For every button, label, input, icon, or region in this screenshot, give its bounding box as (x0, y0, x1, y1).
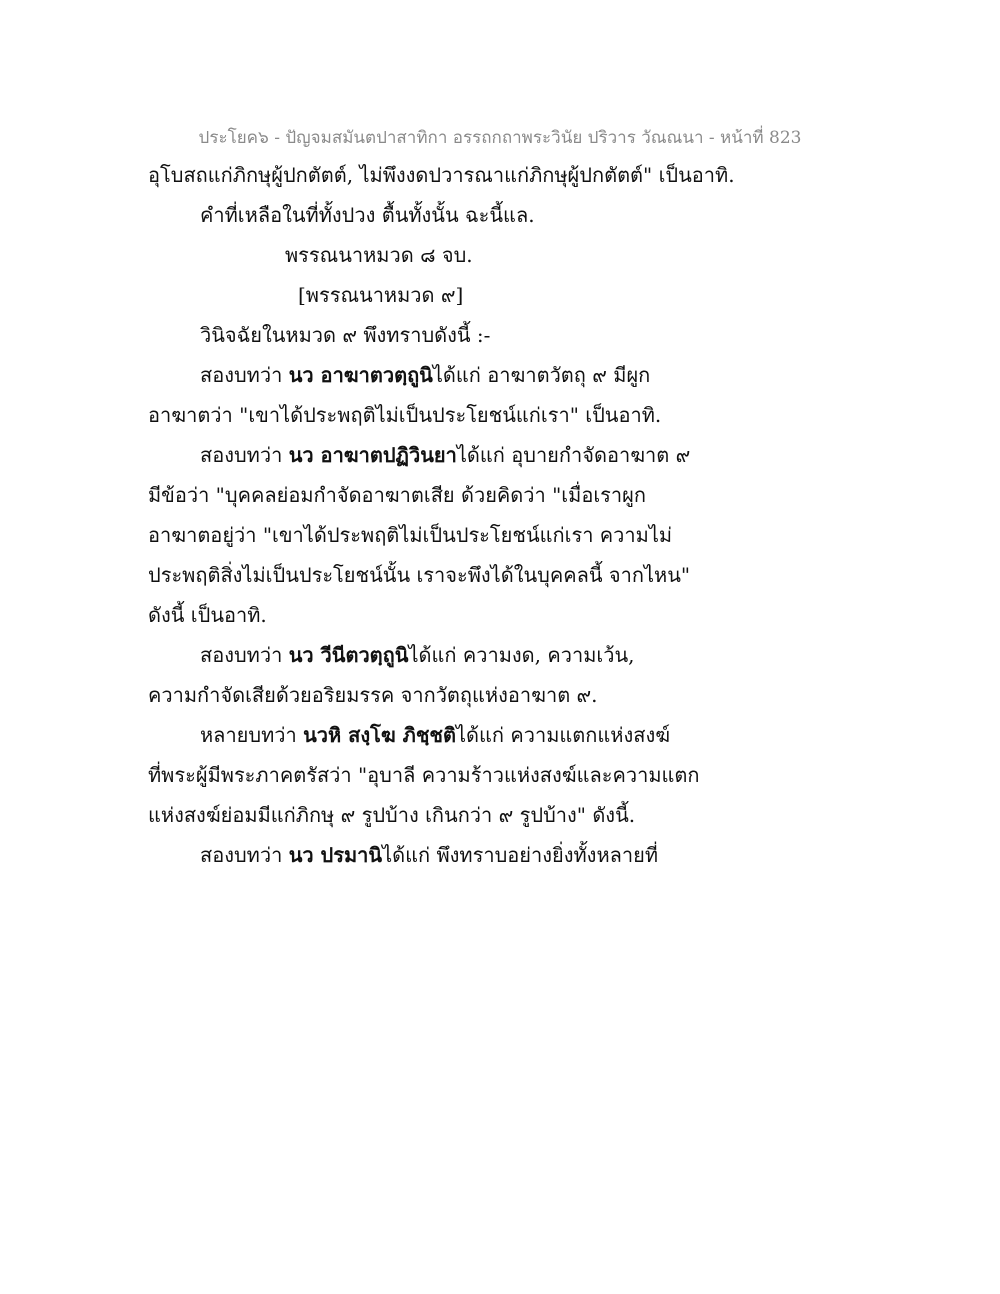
text-line (200, 360, 650, 390)
text-line: มีข้อว่า "บุคคลย่อมกำจัดอาฆาตเสีย ด้วยคิดว่า "เมื่อเราผูก (148, 483, 646, 507)
pali-term: นว อาฆาตปฏิวินยา (288, 443, 457, 467)
text-line: อาฆาตอยู่ว่า "เขาได้ประพฤติไม่เป็นประโยชน์แก่เรา ความไม่ (148, 523, 673, 547)
text-segment: สองบทว่า (200, 643, 289, 667)
text-line: คำที่เหลือในที่ทั้งปวง ตื้นทั้งนั้น ฉะนี้แล. (200, 203, 535, 227)
pali-term: นว วีนีตวตฺถูนิ (288, 643, 409, 667)
text-segment: หลายบทว่า (200, 723, 304, 747)
text-line: แห่งสงฆ์ย่อมมีแก่ภิกษุ ๙ รูปบ้าง เกินกว่า ๙ รูปบ้าง" ดังนี้. (148, 803, 636, 827)
pali-term: นว อาฆาตวตฺถูนิ (288, 363, 433, 387)
section-end-heading: พรรณนาหมวด ๘ จบ. (285, 243, 473, 267)
text-segment: สองบทว่า (200, 443, 289, 467)
text-segment: ได้แก่ อาฆาตวัตถุ ๙ มีผูก (432, 363, 651, 387)
text-segment: ได้แก่ ความแตกแห่งสงฆ์ (455, 723, 671, 747)
text-segment: ได้แก่ อุบายกำจัดอาฆาต ๙ (456, 443, 691, 467)
text-line (200, 640, 634, 670)
text-segment: สองบทว่า (200, 363, 289, 387)
page-header: ประโยค๖ - ปัญจมสมันตปาสาทิกา อรรถกถาพระวินัย ปริวาร วัณณนา - หน้าที่ 823 (198, 128, 802, 148)
text-segment: ได้แก่ พึงทราบอย่างยิ่งทั้งหลายที่ (382, 843, 659, 867)
pali-term: นว ปรมานิ (288, 843, 383, 867)
text-line: ที่พระผู้มีพระภาคตรัสว่า "อุบาลี ความร้าวแห่งสงฆ์และความแตก (148, 763, 700, 787)
text-segment: ได้แก่ ความงด, ความเว้น, (408, 643, 635, 667)
text-line: อุโบสถแก่ภิกษุผู้ปกตัตต์, ไม่พึงงดปวารณาแก่ภิกษุผู้ปกตัตต์" เป็นอาทิ. (148, 163, 735, 187)
text-line (200, 720, 670, 750)
section-heading: [พรรณนาหมวด ๙] (298, 283, 464, 307)
text-line (200, 440, 690, 470)
text-line: ความกำจัดเสียด้วยอริยมรรค จากวัตถุแห่งอาฆาต ๙. (148, 683, 598, 707)
text-line: ประพฤติสิ่งไม่เป็นประโยชน์นั้น เราจะพึงได้ในบุคคลนี้ จากไหน" (148, 563, 691, 587)
text-line: อาฆาตว่า "เขาได้ประพฤติไม่เป็นประโยชน์แก่เรา" เป็นอาทิ. (148, 403, 662, 427)
text-line: วินิจฉัยในหมวด ๙ พึงทราบดังนี้ :- (200, 323, 491, 347)
text-segment: สองบทว่า (200, 843, 289, 867)
text-line (200, 840, 658, 870)
pali-term: นวหิ สงฺโฆ ภิชฺชติ (303, 723, 456, 747)
text-line: ดังนี้ เป็นอาทิ. (148, 603, 267, 627)
